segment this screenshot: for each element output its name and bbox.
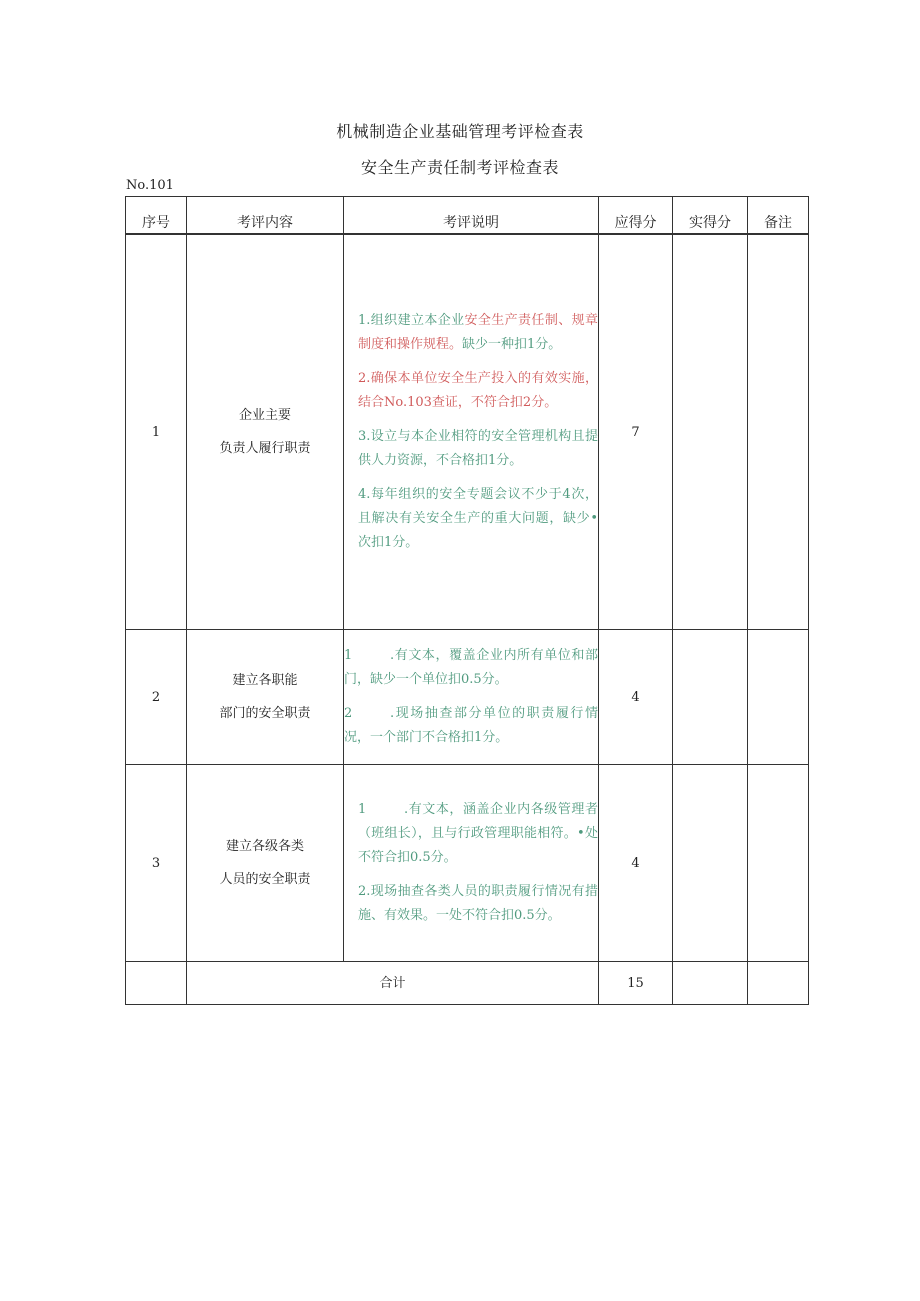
table-row [126,765,809,962]
description-number: 1 [358,802,367,817]
header-remark: 备注 [748,197,809,235]
row-actual-score[interactable] [673,765,748,962]
row-actual-score[interactable] [673,234,748,630]
header-content: 考评内容 [187,197,344,235]
table-header-row [126,197,809,235]
table-row [126,630,809,765]
document-number: No.101 [126,178,174,193]
row-content [187,234,344,630]
description-item: 3.设立与本企业相符的安全管理机构且提供人力资源，不合格扣1分。 [358,429,598,468]
row-seq: 3 [126,765,187,962]
header-actual-score: 实得分 [673,197,748,235]
row-score: 4 [599,765,673,962]
row-score: 7 [599,234,673,630]
total-row [126,962,809,1005]
description-text-highlight: 安全生产责任制、规章制度和操作规程。 [358,313,598,352]
row-remark[interactable] [748,765,809,962]
row-actual-score[interactable] [673,630,748,765]
total-seq-empty [126,962,187,1005]
content-line: 部门的安全职责 [219,706,311,721]
description-item [344,644,598,692]
row-description [344,765,599,962]
description-text: .现场抽查部分单位的职责履行情况，一个部门不合格扣1分。 [344,706,598,745]
total-remark[interactable] [748,962,809,1005]
description-item: 2.现场抽查各类人员的职责履行情况有措施、有效果。一处不符合扣0.5分。 [358,884,598,923]
table-row [126,234,809,630]
row-content [187,765,344,962]
description-item: 2.确保本单位安全生产投入的有效实施，结合No.103查证，不符合扣2分。 [358,371,598,410]
description-item [344,798,598,870]
row-seq: 1 [126,234,187,630]
header-seq: 序号 [126,197,187,235]
content-line: 人员的安全职责 [219,872,311,887]
total-actual-score[interactable] [673,962,748,1005]
content-line: 企业主要 [238,408,291,423]
description-text: .有文本，覆盖企业内所有单位和部门，缺少一个单位扣0.5分。 [344,648,598,687]
row-description [344,630,599,765]
description-text: 缺少一种扣1分。 [462,337,562,352]
header-score: 应得分 [599,197,673,235]
description-item: 4.每年组织的安全专题会议不少于4次，且解决有关安全生产的重大问题，缺少•次扣1分。 [358,487,598,550]
content-line: 负责人履行职责 [219,441,311,456]
row-content [187,630,344,765]
content-line: 建立各级各类 [225,839,304,854]
description-text: .有文本，涵盖企业内各级管理者（班组长），且与行政管理职能相符。•处不符合扣0.5分。 [358,802,598,865]
content-line: 建立各职能 [232,673,298,688]
row-description [344,234,599,630]
row-seq: 2 [126,630,187,765]
document-subtitle: 安全生产责任制考评检查表 [360,158,559,177]
total-score: 15 [599,962,673,1005]
row-remark[interactable] [748,630,809,765]
description-item [344,309,598,357]
row-score: 4 [599,630,673,765]
total-label: 合计 [187,962,599,1005]
description-item [344,702,598,750]
description-number: 2 [344,706,353,721]
description-number: 1 [344,648,353,663]
row-remark[interactable] [748,234,809,630]
evaluation-table [125,196,809,1005]
header-description: 考评说明 [344,197,599,235]
document-title: 机械制造企业基础管理考评检查表 [336,122,584,141]
description-text: 1.组织建立本企业 [358,313,465,328]
